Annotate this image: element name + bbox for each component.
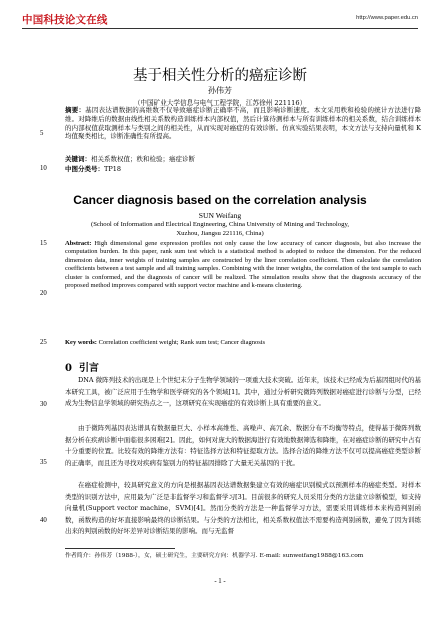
abstract-cn-text: 基因表达谱数据的高维数不仅导致癌症诊断正确率不高，而且影响诊断速度。本文采用秩和检验的统计方法进行降维。对降维后的数据由线性相关系数构造训练样本内部权值，然后计算待测样本与所有训练样本的相关系数，结合训练样本的内部权值获取测样本与类别之间的相关性，从而实现对癌症的有效诊断。仿真实验结果表明，本文方法与支持向量机和 K 均值聚类相比，诊断准确性有所提高。 xyxy=(65,106,422,141)
section-heading xyxy=(65,359,99,374)
line-number: 30 xyxy=(40,401,47,408)
line-number: 40 xyxy=(40,517,47,524)
abstract-en-text: High dimensional gene expression profiles not only cause the low accuracy of cancer diagnosis, but also increase the computation burden. In this paper, rank sum test which is a statistical method is adopted to reduce the dimension. For the reduced dimension data, inner weights of training samples are constructed by the liner correlation coefficient. Then calculate the correlation coefficients between a test sample and all training samples. Combining with the inner weights, the correlation of the test sample to each cluster is conformed, and the diagnosis of cancer will be realized. The simulation results show that the diagnosis accuracy of the proposed method improves compared with support vector machine and k-means clustering. xyxy=(65,240,421,290)
keywords-en-text: Correlation coefficient weight; Rank sum test; Cancer diagnosis xyxy=(98,339,266,346)
abstract-en xyxy=(65,240,421,290)
section-number: 0 xyxy=(65,363,72,374)
keywords-en xyxy=(65,339,421,347)
section-title: 引言 xyxy=(78,363,99,374)
paper-title: 基于相关性分析的癌症诊断 xyxy=(133,68,307,84)
english-title: Cancer diagnosis based on the correlation analysis xyxy=(73,193,367,207)
english-affiliation xyxy=(0,221,440,238)
keywords-en-label: Key words: xyxy=(65,339,97,346)
line-number: 25 xyxy=(40,339,47,346)
abstract-en-label: Abstract: xyxy=(65,240,92,247)
keywords-cn-label: 关键词： xyxy=(65,155,91,163)
author-name: 孙伟芳 xyxy=(208,86,232,95)
keywords-cn-text: 相关系数权值；秩和检验；癌症诊断 xyxy=(91,155,195,163)
journal-url[interactable]: http://www.paper.edu.cn xyxy=(356,15,418,21)
line-number: 20 xyxy=(40,290,47,297)
abstract-cn-label: 摘要： xyxy=(65,106,86,114)
keywords-cn xyxy=(65,155,421,164)
english-affiliation-line2: Xuzhou, Jiangsu 221116, China) xyxy=(176,229,264,237)
clc-number xyxy=(65,165,421,174)
english-affiliation-line1: (School of Information and Electrical Engineering, China University of Mining and Technology, xyxy=(90,221,350,228)
body-paragraph-1: DNA 微阵列技术的出现是上个世纪末分子生物学领域的一项重大技术突破。近年来，该技术已经成为后基因组时代的基本研究工具，被广泛应用于生物学和医学研究的各个领域[1]。其中，通过分析研究微阵列数据对癌症进行诊断与分型，已经成为生物信息学领域的研究热点之一，这项研究在实现癌症的有效诊断上具有重要的意义。 xyxy=(65,376,421,408)
author-footnote: 作者简介：孙伟芳（1988-），女，硕士研究生，主要研究方向：机器学习. E-mail: sunweifang1988@163.com xyxy=(65,553,364,559)
line-number: 5 xyxy=(40,130,44,137)
page-number: - 1 - xyxy=(214,578,226,585)
line-number: 35 xyxy=(40,459,47,466)
clc-label: 中图分类号： xyxy=(65,165,104,173)
journal-logo: 中国科技论文在线 xyxy=(22,14,108,26)
line-number: 15 xyxy=(40,240,47,247)
abstract-cn xyxy=(65,106,421,141)
line-number: 10 xyxy=(40,165,47,172)
footnote-rule xyxy=(65,548,175,549)
body-paragraph-3: 在癌症检测中，较具研究意义的方向是根据基因表达谱数据集建立有效的癌症识别模式以预测样本的癌症类型。对样本类型的识别方法中，应用最为广泛是非监督学习和监督学习[3]。目前很多的研究人员采用分类的方法建立诊断模型，如支持向量机(Support vector machine，SVM)[4]。然而分类的方法是一种监督学习方法，需要采用训练样本来构造判别函数，函数构造的好坏直接影响最终的诊断结果。与分类的方法相比，相关系数权值法不需要构造判别函数，避免了因为训练出来的判别函数的好坏差异对诊断结果的影响。而与无监督 xyxy=(65,481,421,536)
clc-text: TP18 xyxy=(104,165,121,173)
body-paragraph-2: 由于微阵列基因表达谱具有数据量巨大、小样本高维性、高噪声、高冗余、数据分布不均衡等特点，使得基于微阵列数据分析在疾病诊断中面临很多困难[2]。因此，如何对庞大的数据海进行有效地数据筛选和降维，在对癌症诊断的研究中占有十分重要的位置。比较有效的降维方法有：特征选择方法和特征提取方法。选择合适的降维方法不仅可以提高癌症类型诊断的正确率，而且还为寻找对疾病有鉴别力的特征基因排除了大量无关基因的干扰。 xyxy=(65,424,421,467)
affiliation: （中国矿业大学信息与电气工程学院，江苏徐州 221116） xyxy=(133,99,307,107)
header-rule xyxy=(22,28,418,29)
english-author: SUN Weifang xyxy=(198,211,242,220)
